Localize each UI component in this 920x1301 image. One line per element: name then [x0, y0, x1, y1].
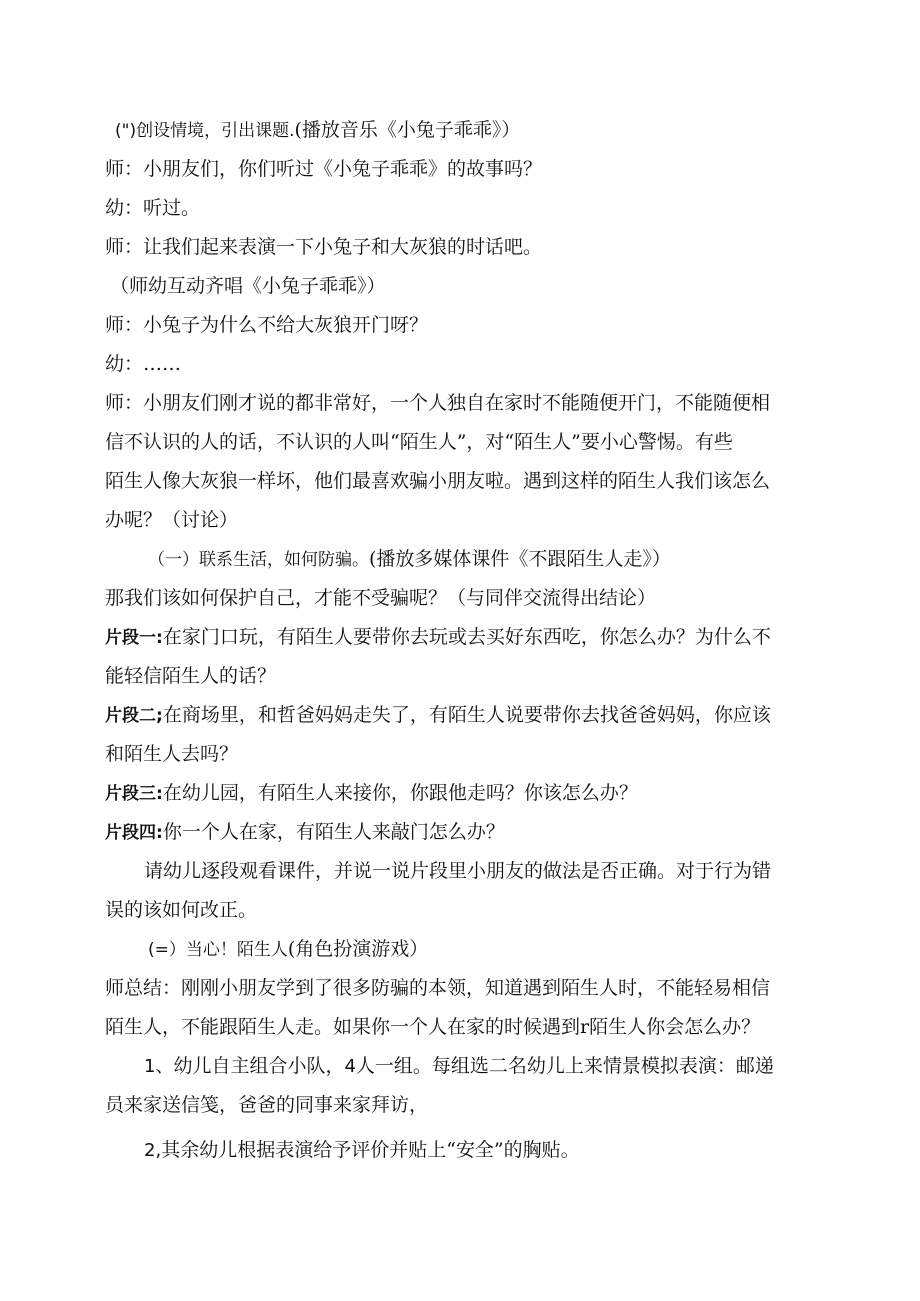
- segment-text: 和陌生人去吗？: [105, 743, 239, 765]
- step-number: 2,: [144, 1140, 162, 1161]
- segment-label: 片段三:: [105, 784, 163, 804]
- paragraph-line: 师：小朋友们刚才说的都非常好，一个人独自在家时不能随便开门，不能随便相: [105, 392, 771, 414]
- paragraph-line: 师总结：刚刚小朋友学到了很多防骗的本领，知道遇到陌生人时，不能轻易相信: [105, 977, 771, 999]
- segment-4: [105, 820, 505, 845]
- section-heading-2: [148, 547, 671, 572]
- step-number: 1、: [144, 1056, 174, 1077]
- section-heading-1-label: (")创设情境，引出课题.: [115, 121, 295, 141]
- dialog-line: 师：小兔子为什么不给大灰狼开门呀？: [105, 314, 429, 336]
- segment-label: 片段一:: [105, 628, 163, 648]
- paragraph-line: 陌生人，不能跟陌生人走。如果你一个人在家的时候遇到r陌生人你会怎么办？: [105, 1016, 761, 1038]
- segment-text: 在幼儿园，有陌生人来接你，你跟他走吗？你该怎么办？: [162, 782, 638, 804]
- segment-text: 你一个人在家，有陌生人来敲门怎么办？: [162, 821, 505, 843]
- section-heading-2-note: (播放多媒体课件《不跟陌生人走》）: [369, 548, 671, 570]
- section-heading-3: [148, 937, 428, 962]
- section-heading-1-note: (播放音乐《小兔子乖乖》）: [294, 119, 521, 141]
- dialog-line: 师：小朋友们，你们听过《小兔子乖乖》的故事吗？: [105, 158, 543, 180]
- step-text: 其余幼儿根据表演给予评价并贴上“安全”的胸贴。: [161, 1139, 580, 1161]
- step-2: [144, 1138, 580, 1163]
- section-heading-3-note: (角色扮演游戏）: [287, 938, 429, 960]
- step-text: 员来家送信笺，爸爸的同事来家拜访，: [105, 1094, 429, 1116]
- section-heading-2-label: （一）联系生活，如何防骗。: [148, 550, 369, 570]
- group-size-number: 4: [344, 1056, 356, 1077]
- section-heading-1: [115, 118, 520, 143]
- stage-direction: （师幼互动齐唱《小兔子乖乖》）: [110, 275, 386, 297]
- dialog-line: 师：让我们起来表演一下小兔子和大灰狼的时话吧。: [105, 236, 543, 258]
- step-text: 人一组。每组选二名幼儿上来情景模拟表演：邮递: [355, 1055, 774, 1077]
- segment-text: 在家门口玩，有陌生人要带你去玩或去买好东西吃，你怎么办？为什么不: [162, 626, 771, 648]
- segment-2: [105, 703, 771, 728]
- step-text: 幼儿自主组合小队，: [173, 1055, 345, 1077]
- paragraph-line: 请幼儿逐段观看课件，并说一说片段里小朋友的做法是否正确。对于行为错: [144, 860, 772, 882]
- segment-text: 在商场里，和哲爸妈妈走失了，有陌生人说要带你去找爸爸妈妈，你应该: [162, 704, 771, 726]
- paragraph-line: 误的该如何改正。: [105, 899, 258, 921]
- paragraph-line: 陌生人像大灰狼一样坏，他们最喜欢骗小朋友啦。遇到这样的陌生人我们该怎么: [105, 470, 771, 492]
- section-heading-3-label: (=）当心！陌生人: [148, 940, 288, 960]
- segment-label: 片段四:: [105, 823, 163, 843]
- dialog-line: 幼：……: [105, 353, 182, 375]
- segment-1: [105, 625, 771, 650]
- segment-label: 片段二;: [105, 706, 163, 726]
- segment-3: [105, 781, 638, 806]
- step-1: [144, 1054, 774, 1079]
- section-intro: 那我们该如何保护自己，才能不受骗呢？（与同伴交流得出结论）: [105, 587, 657, 609]
- paragraph-line: 办呢？（讨论）: [105, 509, 239, 531]
- dialog-line: 幼：听过。: [105, 197, 201, 219]
- paragraph-line: 信不认识的人的话，不认识的人叫“陌生人”，对“陌生人”要小心警惕。有些: [105, 431, 733, 453]
- segment-text: 能轻信陌生人的话？: [105, 665, 277, 687]
